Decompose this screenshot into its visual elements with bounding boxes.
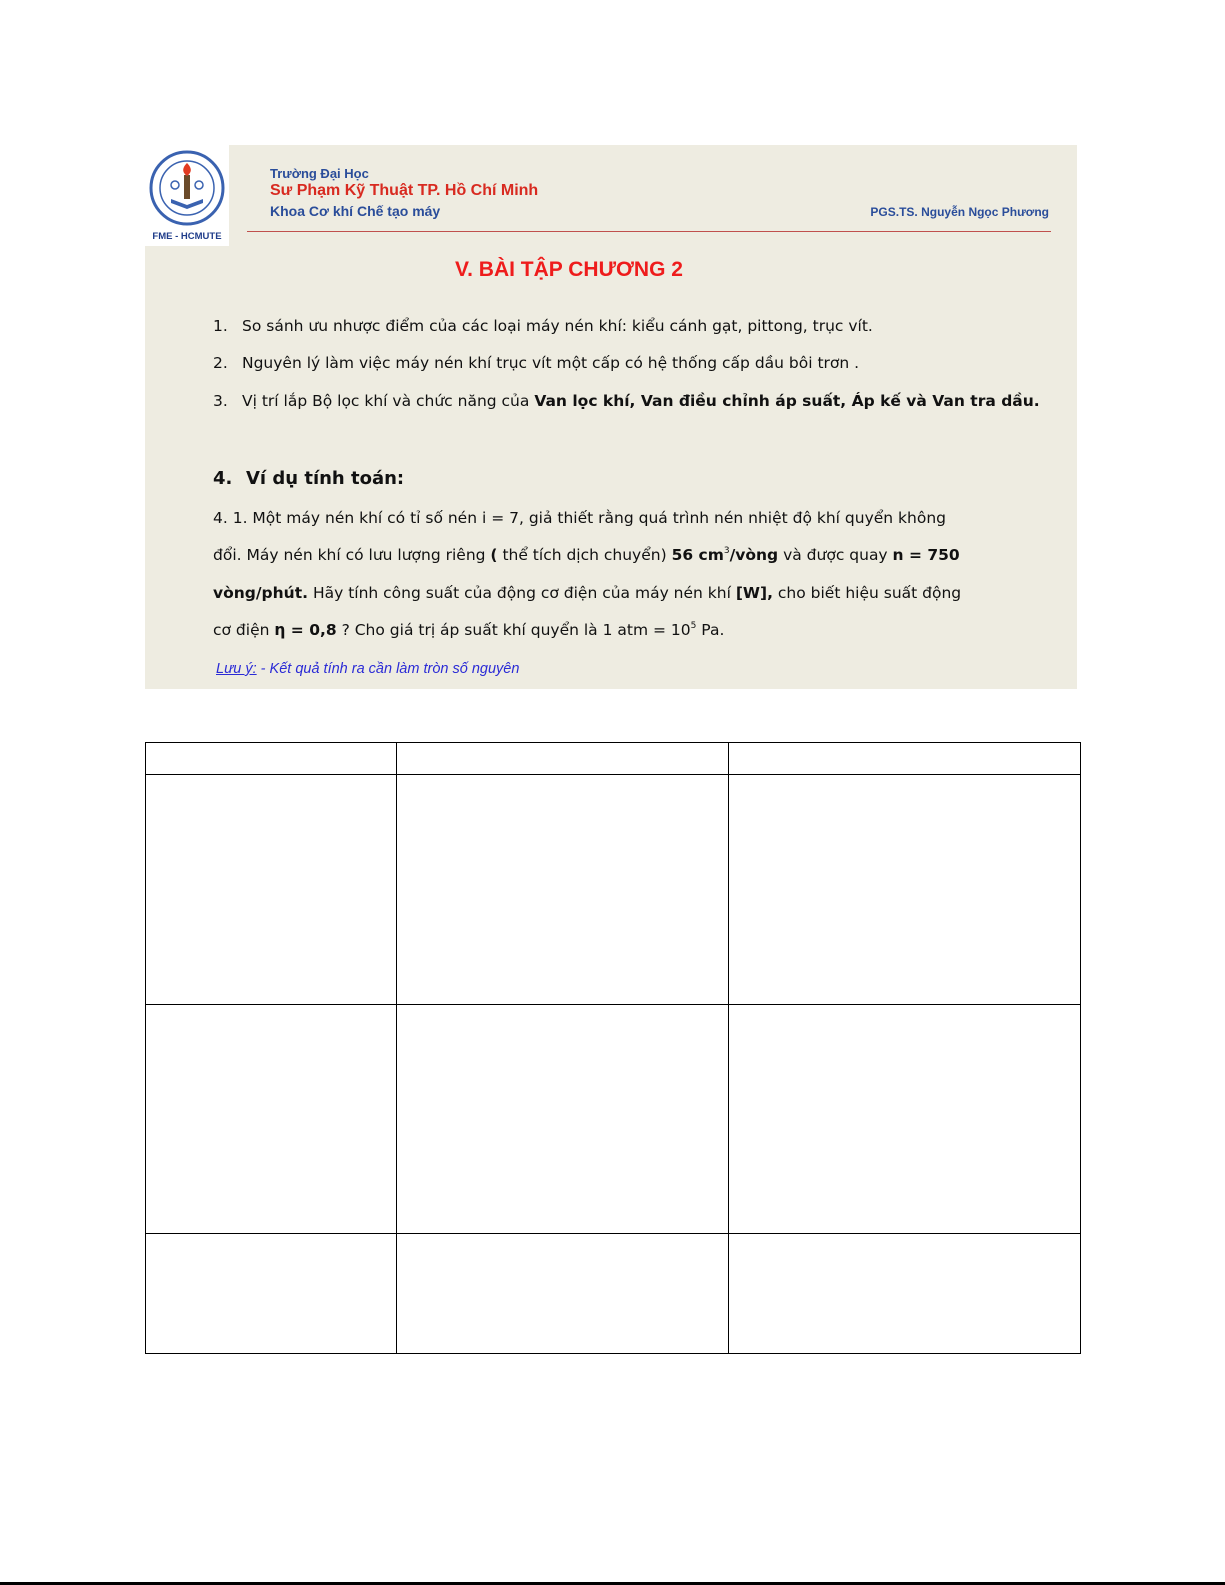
table-row [146,1234,1081,1354]
table-cell [146,743,397,775]
question-3 [213,392,1040,410]
problem-line-4 [213,621,724,639]
problem-line-3 [213,584,961,602]
problem-text-bold: [W], [735,584,773,602]
problem-text-bold: n = 750 [892,546,960,564]
table-cell [729,775,1081,1005]
superscript: 3 [723,546,730,556]
problem-text: Hãy tính công suất của động cơ điện của máy nén khí [308,584,736,602]
slide-image [145,145,1077,689]
logo-emblem-icon [145,145,229,231]
problem-text: thể tích dịch chuyển) [497,546,672,564]
logo-caption: FME - HCMUTE [152,231,222,242]
question-number: 1. [213,317,228,335]
question-text-bold: Van lọc khí, Van điều chỉnh áp suất, Áp kế và Van tra dầu. [534,392,1040,410]
problem-text: ? Cho giá trị áp suất khí quyển là 1 atm = 10 [336,621,691,639]
table-cell [146,1234,397,1354]
table-cell [396,1234,729,1354]
table-cell [146,1005,397,1234]
problem-text-bold: ( [490,546,498,564]
table-cell [729,1234,1081,1354]
question-text: So sánh ưu nhược điểm của các loại máy nén khí: kiểu cánh gạt, pittong, trục vít. [242,317,873,335]
problem-text: 4. 1. Một máy nén khí có tỉ số nén i = 7, giả thiết rằng quá trình nén nhiệt độ khí quyển không [213,509,946,527]
university-logo [145,145,229,246]
problem-text-bold: η = 0,8 [274,621,337,639]
table-cell [396,1005,729,1234]
problem-line-2 [213,546,960,564]
table-row [146,775,1081,1005]
problem-text: Pa. [696,621,725,639]
problem-text: và được quay [778,546,893,564]
problem-line-1 [213,509,946,527]
question-1 [213,317,873,335]
university-name-line1: Trường Đại Học [270,166,369,181]
university-name-line2: Sư Phạm Kỹ Thuật TP. Hồ Chí Minh [270,182,539,199]
superscript: 5 [690,621,697,631]
question-text: Nguyên lý làm việc máy nén khí trục vít một cấp có hệ thống cấp dầu bôi trơn . [242,354,860,372]
note [216,661,519,677]
header-divider [247,231,1051,232]
section-number: 4. [213,468,233,489]
question-number: 3. [213,392,228,410]
table-cell [729,743,1081,775]
table-row [146,743,1081,775]
section-4-heading [213,468,404,489]
question-number: 2. [213,354,228,372]
question-text: Vị trí lắp Bộ lọc khí và chức năng của [242,392,535,410]
problem-text: cơ điện [213,621,275,639]
chapter-title: V. BÀI TẬP CHƯƠNG 2 [455,258,683,281]
problem-text-bold: /vòng [729,546,779,564]
note-text: - Kết quả tính ra cần làm tròn số nguyên [256,661,520,677]
faculty-name: Khoa Cơ khí Chế tạo máy [270,203,441,219]
problem-text: cho biết hiệu suất động [772,584,962,602]
question-2 [213,354,859,372]
table-row [146,1005,1081,1234]
problem-text-bold: 56 cm [671,546,724,564]
note-label: Lưu ý: [216,661,257,677]
problem-text: đổi. Máy nén khí có lưu lượng riêng [213,546,491,564]
author-name: PGS.TS. Nguyễn Ngọc Phương [870,205,1049,219]
table-cell [146,775,397,1005]
table-cell [396,775,729,1005]
problem-text-bold: vòng/phút. [213,584,309,602]
answer-table [145,742,1081,1354]
table-cell [396,743,729,775]
table-cell [729,1005,1081,1234]
section-title: Ví dụ tính toán: [246,468,405,489]
